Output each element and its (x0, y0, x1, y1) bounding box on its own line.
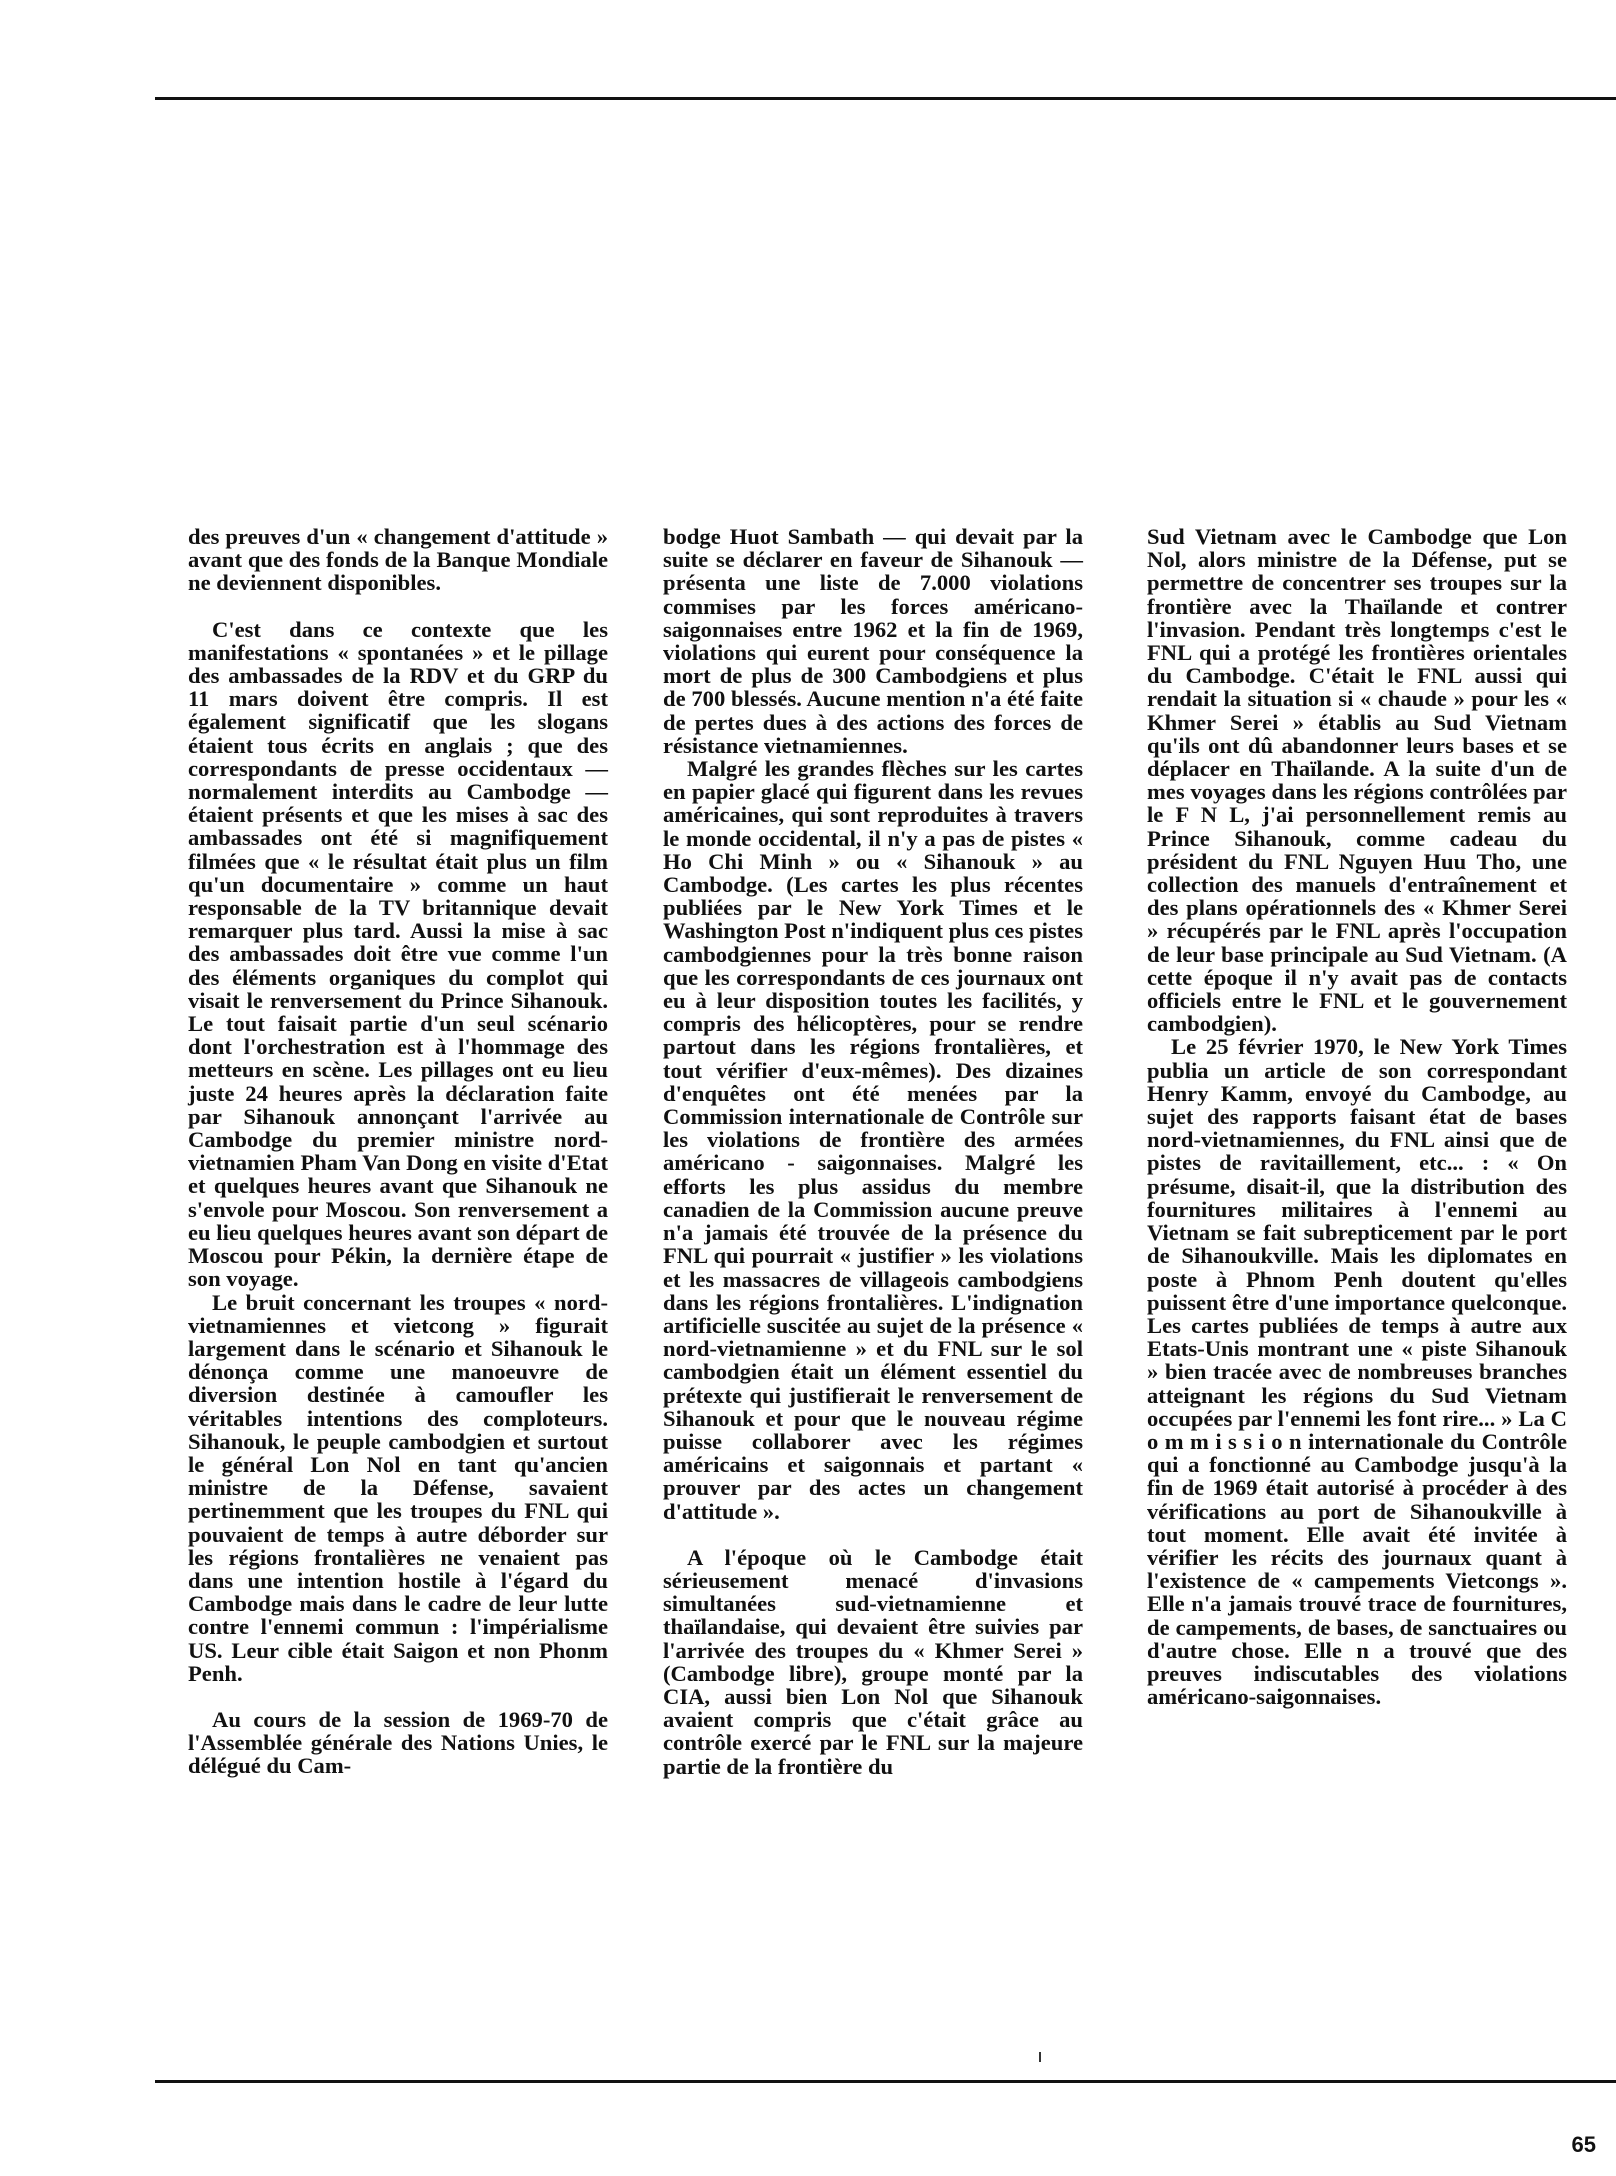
paragraph: bodge Huot Sambath — qui devait par la suite se déclarer en faveur de Sihanouk — présenta une liste de 7.000 violations commises par les forces américano-saigonnaises entre 1962 et la fin de 1969, violations qui eurent pour conséquence la mort de plus de 300 Cambodgiens et plus de 700 blessés. Aucune mention n'a été faite de pertes dues à des actions des forces de résistance vietnamiennes. (663, 524, 1083, 758)
page-number: 65 (1571, 2132, 1596, 2157)
printer-mark (1039, 2052, 1041, 2062)
column-2 (663, 525, 1083, 1778)
paragraph: Sud Vietnam avec le Cambodge que Lon Nol, alors ministre de la Défense, put se permettre de concentrer ses troupes sur la frontière avec la Thaïlande et contrer l'invasion. Pendant très longtemps c'est le FNL qui a protégé les frontières orientales du Cambodge. C'était le FNL aussi qui rendait la situation si « chaude » pour les « Khmer Serei » établis au Sud Vietnam qu'ils ont dû abandonner leurs bases et se déplacer en Thaïlande. A la suite d'un de mes voyages dans les régions contrôlées par le F N L, j'ai personnellement remis au Prince Sihanouk, comme cadeau du président du FNL Nguyen Huu Tho, une collection des manuels d'entraînement et des plans opérationnels des « Khmer Serei » récupérés par le FNL après l'occupation de leur base principale au Sud Vietnam. (A cette époque il n'y avait pas de contacts officiels entre le FNL et le gouvernement cambodgien). (1147, 524, 1567, 1037)
column-1 (188, 525, 608, 1778)
paragraph: C'est dans ce contexte que les manifestations « spontanées » et le pillage des ambassades de la RDV et du GRP du 11 mars doivent être compris. Il est également significatif que les slogans étaient tous écrits en anglais ; que des correspondants de presse occidentaux — normalement interdits au Cambodge — étaient présents et que les mises à sac des ambassades ont été si magnifiquement filmées que « le résultat était plus un film qu'un documentaire » comme un haut responsable de la TV britannique devait remarquer plus tard. Aussi la mise à sac des ambassades doit être vue comme l'un des éléments organiques du complot qui visait le renversement du Prince Sihanouk. Le tout faisait partie d'un seul scénario dont l'orchestration est à l'hommage des metteurs en scène. Les pillages ont eu lieu juste 24 heures après la déclaration faite par Sihanouk annonçant l'arrivée au Cambodge du premier ministre nord-vietnamien Pham Van Dong en visite d'Etat et quelques heures avant que Sihanouk ne s'envole pour Moscou. Son renversement a eu lieu quelques heures avant son départ de Moscou pour Pékin, la dernière étape de son voyage. (188, 616, 608, 1292)
paragraph: des preuves d'un « changement d'attitude » avant que des fonds de la Banque Mondiale ne deviennent disponibles. (188, 524, 608, 596)
paragraph: Au cours de la session de 1969-70 de l'Assemblée générale des Nations Unies, le délégué du Cam- (188, 1706, 608, 1779)
paragraph: Le 25 février 1970, le New York Times publia un article de son correspondant Henry Kamm, envoyé du Cambodge, au sujet des rapports faisant état de bases nord-vietnamiennes, du FNL ainsi que de pistes de ravitaillement, etc... : « On présume, disait-il, que la distribution des fournitures militaires à l'ennemi au Vietnam se fait subrepticement par le port de Sihanoukville. Mais les diplomates en poste à Phnom Penh doutent qu'elles puissent être d'une importance quelconque. Les cartes publiées de temps à autre aux Etats-Unis montrant une « piste Sihanouk » bien tracée avec de nombreuses branches atteignant les régions du Sud Vietnam occupées par l'ennemi les font rire... » La C o m m i s s i o n internationale du Contrôle qui a fonctionné au Cambodge jusqu'à la fin de 1969 était autorisé à procéder à des vérifications au port de Sihanoukville à tout moment. Elle avait été invitée à vérifier les récits des journaux quant à l'existence de « campements Vietcongs ». Elle n'a jamais trouvé trace de fournitures, de campements, de bases, de sanctuaires ou d'autre chose. Elle n a trouvé que des preuves indiscutables des violations américano-saigonnaises. (1147, 1034, 1567, 1710)
paragraph: Malgré les grandes flèches sur les cartes en papier glacé qui figurent dans les revues américaines, qui sont reproduites à travers le monde occidental, il n'y a pas de pistes « Ho Chi Minh » ou « Sihanouk » au Cambodge. (Les cartes les plus récentes publiées par le New York Times et le Washington Post n'indiquent plus ces pistes cambodgiennes pour la très bonne raison que les correspondants de ces journaux ont eu à leur disposition toutes les facilités, y compris des hélicoptères, pour se rendre partout dans les régions frontalières, et tout vérifier d'eux-mêmes). Des dizaines d'enquêtes ont été menées par la Commission internationale de Contrôle sur les violations de frontière des armées américano - saigonnaises. Malgré les efforts les plus assidus du membre canadien de la Commission aucune preuve n'a jamais été trouvée de la présence du FNL qui pourrait « justifier » les violations et les massacres de villageois cambodgiens dans les régions frontalières. L'indignation artificielle suscitée au sujet de la présence « nord-vietnamienne » et du FNL sur le sol cambodgien était un élément essentiel du prétexte qui justifierait le renversement de Sihanouk et pour que le nouveau régime puisse collaborer avec les régimes américains et saigonnais et partant « prouver par des actes un changement d'attitude ». (663, 756, 1083, 1524)
paragraph: Le bruit concernant les troupes « nord-vietnamiennes et vietcong » figurait largement dans le scénario et Sihanouk le dénonça comme une manoeuvre de diversion destinée à camoufler les véritables intentions des comploteurs. Sihanouk, le peuple cambodgien et surtout le général Lon Nol en tant qu'ancien ministre de la Défense, savaient pertinemment que les troupes du FNL qui pouvaient de temps à autre déborder sur les régions frontalières ne venaient pas dans une intention hostile à l'égard du Cambodge mais dans le cadre de leur lutte contre l'ennemi commun : l'impérialisme US. Leur cible était Saigon et non Phonm Penh. (188, 1289, 608, 1686)
paragraph: A l'époque où le Cambodge était sérieusement menacé d'invasions simultanées sud-vietnamienne et thaïlandaise, qui devaient être suivies par l'arrivée des troupes du « Khmer Serei » (Cambodge libre), groupe monté par la CIA, aussi bien Lon Nol que Sihanouk avaient compris que c'était grâce au contrôle exercé par le FNL sur la majeure partie de la frontière du (663, 1544, 1083, 1779)
top-rule (155, 97, 1616, 100)
column-3 (1147, 525, 1567, 1708)
bottom-rule (155, 2080, 1616, 2083)
